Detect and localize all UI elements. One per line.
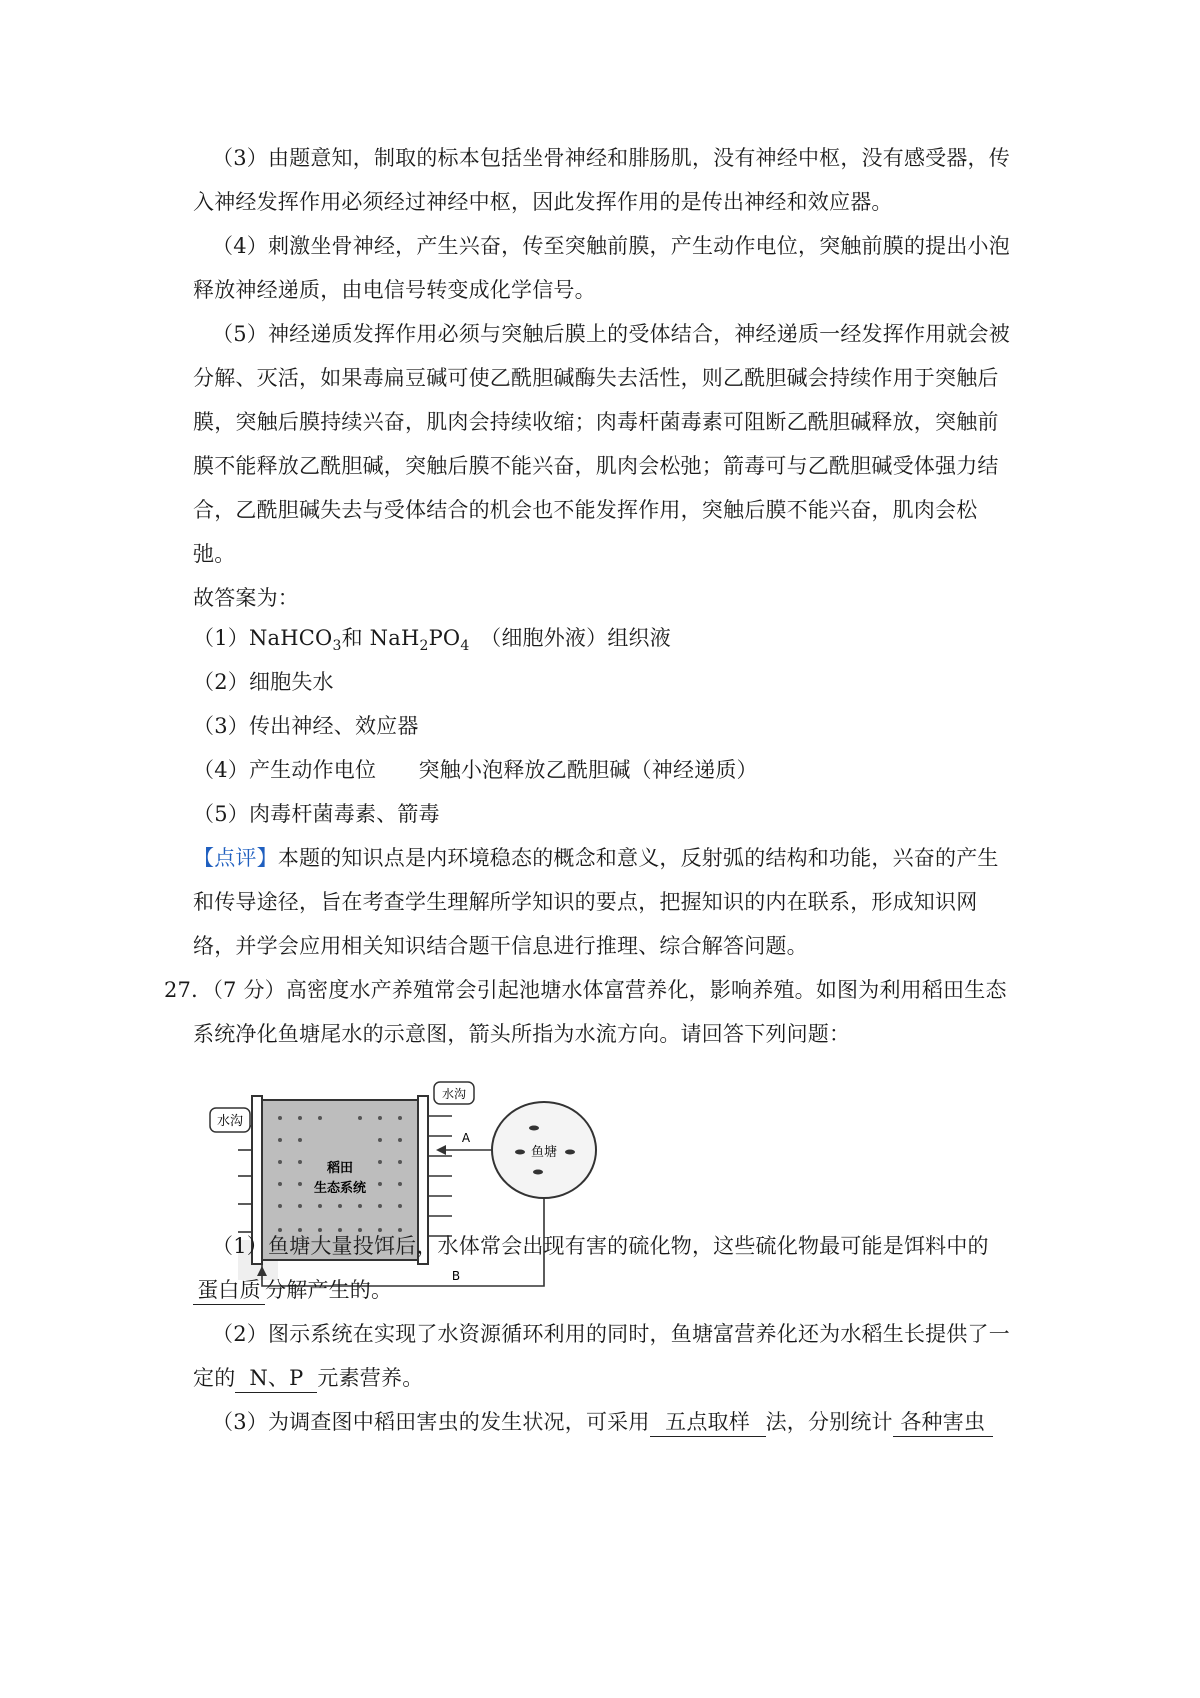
comment-line-3: 络，并学会应用相关知识结合题干信息进行推理、综合解答问题。 — [193, 934, 808, 958]
para-4-line-1: （4）刺激坐骨神经，产生兴奋，传至突触前膜，产生动作电位，突触前膜的提出小泡 — [212, 234, 1010, 258]
sub-1-line-2 — [193, 1276, 392, 1305]
para-5-line-5: 合，乙酰胆碱失去与受体结合的机会也不能发挥作用，突触后膜不能兴奋，肌肉会松 — [193, 498, 978, 522]
answer-4: （4）产生动作电位 突触小泡释放乙酰胆碱（神经递质） — [193, 758, 758, 782]
para-5-line-2: 分解、灭活，如果毒扁豆碱可使乙酰胆碱酶失去活性，则乙酰胆碱会持续作用于突触后 — [193, 366, 999, 390]
para-4-line-2: 释放神经递质，由电信号转变成化学信号。 — [193, 278, 596, 302]
sub-1-tail: 分解产生的。 — [265, 1278, 393, 1302]
fish-pond-label: 鱼塘 — [530, 1145, 558, 1160]
para-3-line-2: 入神经发挥作用必须经过神经中枢，因此发挥作用的是传出神经和效应器。 — [193, 190, 893, 214]
answer-2: （2）细胞失水 — [193, 670, 334, 694]
comment-text: 本题的知识点是内环境稳态的概念和意义，反射弧的结构和功能，兴奋的产生 — [277, 846, 999, 870]
arrow-b-label: B — [451, 1269, 461, 1283]
answer-1-part: 和 NaH — [341, 626, 420, 650]
answer-1-sub: 3 — [332, 638, 342, 655]
para-5-line-1: （5）神经递质发挥作用必须与突触后膜上的受体结合，神经递质一经发挥作用就会被 — [212, 322, 1010, 346]
answer-1-part: （细胞外液）组织液 — [469, 626, 671, 650]
ditch-label-left: 水沟 — [216, 1114, 244, 1129]
answer-5: （5）肉毒杆菌毒素、箭毒 — [193, 802, 440, 826]
answer-heading: 故答案为： — [193, 586, 299, 610]
field-label-2: 生态系统 — [313, 1181, 367, 1196]
answer-1-sub: 2 — [419, 638, 429, 655]
ditch-label-right: 水沟 — [441, 1087, 467, 1101]
sub-1-line-1: （1）鱼塘大量投饵后，水体常会出现有害的硫化物，这些硫化物最可能是饵料中的 — [212, 1234, 989, 1258]
question-27-line-1: 27．（7 分）高密度水产养殖常会引起池塘水体富营养化，影响养殖。如图为利用稻田生态 — [164, 978, 1007, 1002]
answer-1 — [193, 624, 671, 655]
para-5-line-3: 膜，突触后膜持续兴奋，肌肉会持续收缩；肉毒杆菌毒素可阻断乙酰胆碱释放，突触前 — [193, 410, 999, 434]
para-3-line-1: （3）由题意知，制取的标本包括坐骨神经和腓肠肌，没有神经中枢，没有感受器，传 — [212, 146, 1010, 170]
answer-3: （3）传出神经、效应器 — [193, 714, 419, 738]
sub-2-line-2 — [193, 1364, 423, 1393]
sub-3-line-1 — [212, 1408, 993, 1437]
answer-1-sub: 4 — [460, 638, 470, 655]
sub-3-mid: 法，分别统计 — [765, 1410, 893, 1434]
comment-tag: 【点评】 — [193, 846, 278, 870]
para-5-line-6: 弛。 — [193, 542, 236, 566]
answer-blank-2: N、P — [235, 1364, 317, 1393]
arrow-a-head — [436, 1145, 446, 1155]
question-27-line-2: 系统净化鱼塘尾水的示意图，箭头所指为水流方向。请回答下列问题： — [193, 1022, 851, 1046]
comment-line-1 — [193, 844, 999, 872]
sub-3-pre: （3）为调查图中稻田害虫的发生状况，可采用 — [212, 1410, 650, 1434]
arrow-a-label: A — [461, 1131, 471, 1145]
answer-1-part: （1）NaHCO — [193, 626, 333, 650]
para-5-line-4: 膜不能释放乙酰胆碱，突触后膜不能兴奋，肌肉会松弛；箭毒可与乙酰胆碱受体强力结 — [193, 454, 999, 478]
answer-blank-4: 各种害虫 — [893, 1408, 993, 1437]
sub-2-tail: 元素营养。 — [317, 1366, 424, 1390]
answer-blank-1: 蛋白质 — [193, 1276, 265, 1305]
comment-line-2: 和传导途径，旨在考查学生理解所学知识的要点，把握知识的内在联系，形成知识网 — [193, 890, 978, 914]
field-label-1: 稻田 — [326, 1161, 354, 1176]
answer-blank-3: 五点取样 — [650, 1408, 766, 1437]
rice-field-diagram — [208, 1080, 648, 1298]
answer-1-part: PO — [428, 626, 461, 650]
sub-2-line-1: （2）图示系统在实现了水资源循环利用的同时，鱼塘富营养化还为水稻生长提供了一 — [212, 1322, 1010, 1346]
sub-2-pre: 定的 — [193, 1366, 236, 1390]
